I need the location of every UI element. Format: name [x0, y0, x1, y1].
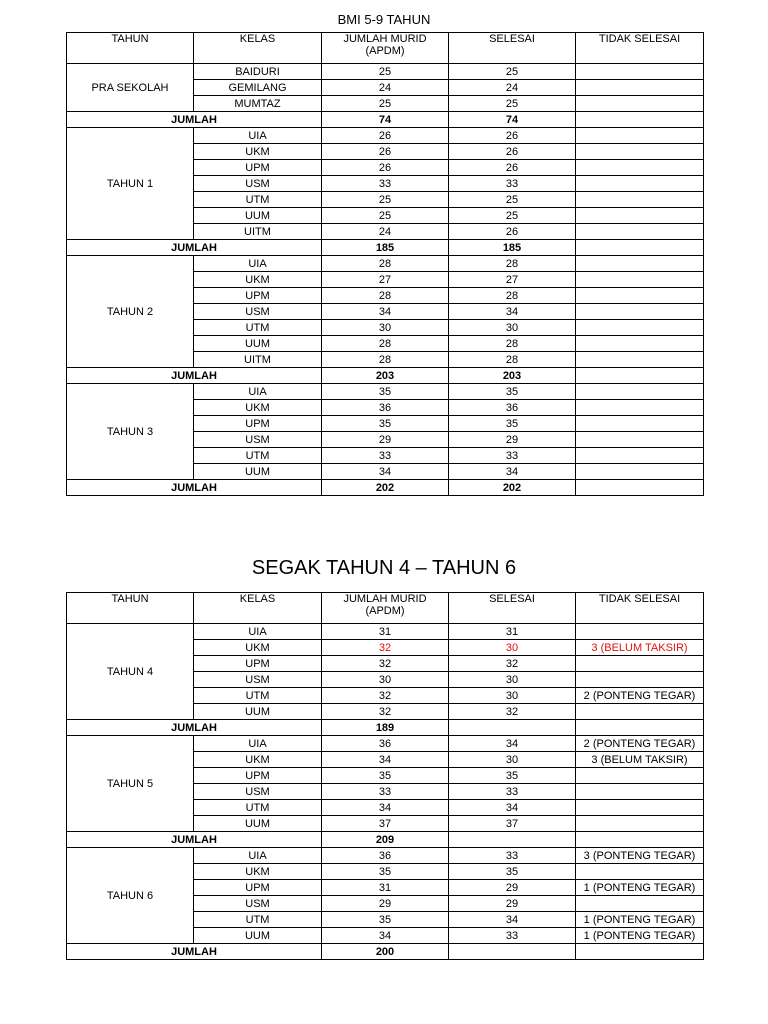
tidak-selesai-cell [576, 80, 704, 96]
jumlah-murid-cell: 33 [322, 176, 449, 192]
kelas-cell: UTM [194, 912, 322, 928]
total-jumlah-cell: 74 [322, 112, 449, 128]
kelas-cell: UKM [194, 864, 322, 880]
jumlah-murid-cell: 24 [322, 224, 449, 240]
jumlah-murid-cell: 26 [322, 160, 449, 176]
table-row [67, 848, 704, 864]
kelas-cell: UUM [194, 928, 322, 944]
selesai-cell: 25 [449, 208, 576, 224]
kelas-cell: UPM [194, 768, 322, 784]
selesai-cell: 25 [449, 64, 576, 80]
selesai-cell: 29 [449, 432, 576, 448]
selesai-cell: 34 [449, 464, 576, 480]
tidak-selesai-cell: 1 (PONTENG TEGAR) [576, 928, 704, 944]
total-tidak-selesai-cell [576, 112, 704, 128]
table-row [67, 128, 704, 144]
tidak-selesai-cell [576, 304, 704, 320]
total-row [67, 720, 704, 736]
tidak-selesai-cell: 3 (PONTENG TEGAR) [576, 848, 704, 864]
jumlah-murid-cell: 36 [322, 400, 449, 416]
kelas-cell: USM [194, 304, 322, 320]
tidak-selesai-cell: 2 (PONTENG TEGAR) [576, 688, 704, 704]
jumlah-murid-cell: 36 [322, 848, 449, 864]
jumlah-murid-cell: 37 [322, 816, 449, 832]
total-selesai-cell [449, 944, 576, 960]
tidak-selesai-cell [576, 256, 704, 272]
tidak-selesai-cell [576, 768, 704, 784]
tidak-selesai-cell [576, 896, 704, 912]
total-selesai-cell: 202 [449, 480, 576, 496]
tidak-selesai-cell [576, 320, 704, 336]
segak-table [66, 592, 704, 960]
kelas-cell: GEMILANG [194, 80, 322, 96]
tidak-selesai-cell [576, 704, 704, 720]
table-row [67, 736, 704, 752]
tidak-selesai-cell [576, 224, 704, 240]
total-label-cell: JUMLAH [67, 832, 322, 848]
kelas-cell: UPM [194, 416, 322, 432]
kelas-cell: UUM [194, 704, 322, 720]
total-jumlah-cell: 202 [322, 480, 449, 496]
selesai-cell: 32 [449, 704, 576, 720]
kelas-cell: UTM [194, 800, 322, 816]
jumlah-murid-cell: 35 [322, 864, 449, 880]
table-row [67, 256, 704, 272]
jumlah-murid-cell: 29 [322, 432, 449, 448]
tidak-selesai-cell: 1 (PONTENG TEGAR) [576, 912, 704, 928]
total-tidak-selesai-cell [576, 480, 704, 496]
total-tidak-selesai-cell [576, 832, 704, 848]
jumlah-murid-cell: 35 [322, 768, 449, 784]
kelas-cell: UKM [194, 752, 322, 768]
jumlah-murid-cell: 33 [322, 784, 449, 800]
total-row [67, 112, 704, 128]
tahun-cell: TAHUN 3 [67, 384, 194, 480]
kelas-cell: UITM [194, 352, 322, 368]
jumlah-murid-cell: 31 [322, 880, 449, 896]
total-label-cell: JUMLAH [67, 368, 322, 384]
jumlah-murid-cell: 30 [322, 672, 449, 688]
jumlah-murid-cell: 28 [322, 288, 449, 304]
tidak-selesai-cell [576, 128, 704, 144]
column-header: TIDAK SELESAI [576, 593, 704, 624]
jumlah-murid-cell: 29 [322, 896, 449, 912]
selesai-cell: 33 [449, 448, 576, 464]
total-jumlah-cell: 185 [322, 240, 449, 256]
jumlah-murid-cell: 34 [322, 752, 449, 768]
total-jumlah-cell: 203 [322, 368, 449, 384]
kelas-cell: UPM [194, 880, 322, 896]
tidak-selesai-cell [576, 448, 704, 464]
total-label-cell: JUMLAH [67, 480, 322, 496]
selesai-cell: 33 [449, 848, 576, 864]
kelas-cell: UPM [194, 656, 322, 672]
total-label-cell: JUMLAH [67, 944, 322, 960]
tidak-selesai-cell [576, 288, 704, 304]
selesai-cell: 33 [449, 928, 576, 944]
tidak-selesai-cell [576, 64, 704, 80]
tidak-selesai-cell [576, 336, 704, 352]
kelas-cell: UIA [194, 384, 322, 400]
jumlah-murid-cell: 32 [322, 688, 449, 704]
table-row [67, 384, 704, 400]
selesai-cell: 34 [449, 800, 576, 816]
selesai-cell: 27 [449, 272, 576, 288]
jumlah-murid-cell: 24 [322, 80, 449, 96]
segak-section-title: SEGAK TAHUN 4 – TAHUN 6 [251, 557, 517, 579]
selesai-cell: 25 [449, 192, 576, 208]
kelas-cell: UITM [194, 224, 322, 240]
tidak-selesai-cell [576, 96, 704, 112]
kelas-cell: UIA [194, 624, 322, 640]
kelas-cell: UTM [194, 688, 322, 704]
kelas-cell: UKM [194, 272, 322, 288]
jumlah-murid-cell: 26 [322, 144, 449, 160]
selesai-cell: 30 [449, 752, 576, 768]
column-header: JUMLAH MURID (APDM) [322, 593, 449, 624]
total-row [67, 480, 704, 496]
jumlah-murid-cell: 35 [322, 384, 449, 400]
tidak-selesai-cell [576, 352, 704, 368]
kelas-cell: UPM [194, 288, 322, 304]
tidak-selesai-cell [576, 464, 704, 480]
total-selesai-cell [449, 720, 576, 736]
tidak-selesai-cell: 3 (BELUM TAKSIR) [576, 640, 704, 656]
selesai-cell: 35 [449, 416, 576, 432]
bmi-table [66, 32, 704, 496]
jumlah-murid-cell: 35 [322, 416, 449, 432]
kelas-cell: UPM [194, 160, 322, 176]
kelas-cell: UKM [194, 144, 322, 160]
selesai-cell: 28 [449, 336, 576, 352]
tahun-cell: PRA SEKOLAH [67, 64, 194, 112]
tidak-selesai-cell [576, 160, 704, 176]
selesai-cell: 36 [449, 400, 576, 416]
kelas-cell: UTM [194, 320, 322, 336]
kelas-cell: UIA [194, 256, 322, 272]
total-label-cell: JUMLAH [67, 720, 322, 736]
total-jumlah-cell: 189 [322, 720, 449, 736]
jumlah-murid-cell: 27 [322, 272, 449, 288]
selesai-cell: 35 [449, 768, 576, 784]
selesai-cell: 26 [449, 128, 576, 144]
tidak-selesai-cell [576, 656, 704, 672]
tidak-selesai-cell [576, 400, 704, 416]
total-tidak-selesai-cell [576, 240, 704, 256]
jumlah-murid-cell: 34 [322, 464, 449, 480]
total-selesai-cell [449, 832, 576, 848]
kelas-cell: USM [194, 896, 322, 912]
tidak-selesai-cell [576, 624, 704, 640]
jumlah-murid-cell: 34 [322, 800, 449, 816]
jumlah-murid-cell: 33 [322, 448, 449, 464]
selesai-cell: 30 [449, 672, 576, 688]
selesai-cell: 30 [449, 640, 576, 656]
tidak-selesai-cell [576, 144, 704, 160]
jumlah-murid-cell: 28 [322, 256, 449, 272]
kelas-cell: USM [194, 784, 322, 800]
total-selesai-cell: 203 [449, 368, 576, 384]
kelas-cell: UUM [194, 816, 322, 832]
jumlah-murid-cell: 28 [322, 336, 449, 352]
total-tidak-selesai-cell [576, 720, 704, 736]
jumlah-murid-cell: 26 [322, 128, 449, 144]
jumlah-murid-cell: 28 [322, 352, 449, 368]
selesai-cell: 29 [449, 896, 576, 912]
selesai-cell: 35 [449, 864, 576, 880]
kelas-cell: UTM [194, 448, 322, 464]
total-selesai-cell: 74 [449, 112, 576, 128]
tidak-selesai-cell [576, 176, 704, 192]
kelas-cell: MUMTAZ [194, 96, 322, 112]
total-jumlah-cell: 200 [322, 944, 449, 960]
total-selesai-cell: 185 [449, 240, 576, 256]
jumlah-murid-cell: 25 [322, 192, 449, 208]
kelas-cell: UIA [194, 736, 322, 752]
jumlah-murid-cell: 30 [322, 320, 449, 336]
kelas-cell: UUM [194, 208, 322, 224]
table-row [67, 64, 704, 80]
kelas-cell: BAIDURI [194, 64, 322, 80]
column-header: SELESAI [449, 33, 576, 64]
jumlah-murid-cell: 32 [322, 704, 449, 720]
tidak-selesai-cell [576, 672, 704, 688]
selesai-cell: 33 [449, 784, 576, 800]
kelas-cell: UTM [194, 192, 322, 208]
selesai-cell: 34 [449, 912, 576, 928]
column-header: SELESAI [449, 593, 576, 624]
selesai-cell: 33 [449, 176, 576, 192]
selesai-cell: 32 [449, 656, 576, 672]
bmi-section-title: BMI 5-9 TAHUN [337, 12, 431, 27]
selesai-cell: 37 [449, 816, 576, 832]
kelas-cell: UKM [194, 640, 322, 656]
total-tidak-selesai-cell [576, 944, 704, 960]
tahun-cell: TAHUN 1 [67, 128, 194, 240]
tidak-selesai-cell: 1 (PONTENG TEGAR) [576, 880, 704, 896]
tahun-cell: TAHUN 5 [67, 736, 194, 832]
selesai-cell: 28 [449, 352, 576, 368]
selesai-cell: 26 [449, 160, 576, 176]
total-row [67, 944, 704, 960]
selesai-cell: 24 [449, 80, 576, 96]
selesai-cell: 35 [449, 384, 576, 400]
column-header: TIDAK SELESAI [576, 33, 704, 64]
tidak-selesai-cell [576, 432, 704, 448]
tidak-selesai-cell [576, 416, 704, 432]
tidak-selesai-cell [576, 816, 704, 832]
column-header: TAHUN [67, 593, 194, 624]
kelas-cell: USM [194, 432, 322, 448]
tahun-cell: TAHUN 6 [67, 848, 194, 944]
tidak-selesai-cell [576, 864, 704, 880]
jumlah-murid-cell: 34 [322, 928, 449, 944]
tidak-selesai-cell [576, 384, 704, 400]
selesai-cell: 30 [449, 688, 576, 704]
selesai-cell: 25 [449, 96, 576, 112]
jumlah-murid-cell: 31 [322, 624, 449, 640]
column-header: JUMLAH MURID (APDM) [322, 33, 449, 64]
jumlah-murid-cell: 25 [322, 208, 449, 224]
total-label-cell: JUMLAH [67, 240, 322, 256]
kelas-cell: UIA [194, 128, 322, 144]
total-label-cell: JUMLAH [67, 112, 322, 128]
tidak-selesai-cell [576, 784, 704, 800]
column-header: TAHUN [67, 33, 194, 64]
selesai-cell: 34 [449, 736, 576, 752]
tidak-selesai-cell [576, 272, 704, 288]
table-row [67, 624, 704, 640]
selesai-cell: 28 [449, 256, 576, 272]
kelas-cell: UUM [194, 464, 322, 480]
selesai-cell: 26 [449, 144, 576, 160]
selesai-cell: 29 [449, 880, 576, 896]
jumlah-murid-cell: 32 [322, 640, 449, 656]
column-header: KELAS [194, 593, 322, 624]
tahun-cell: TAHUN 2 [67, 256, 194, 368]
jumlah-murid-cell: 34 [322, 304, 449, 320]
selesai-cell: 28 [449, 288, 576, 304]
header-row [67, 593, 704, 624]
kelas-cell: USM [194, 176, 322, 192]
tidak-selesai-cell [576, 192, 704, 208]
kelas-cell: UUM [194, 336, 322, 352]
total-jumlah-cell: 209 [322, 832, 449, 848]
tidak-selesai-cell [576, 208, 704, 224]
jumlah-murid-cell: 25 [322, 96, 449, 112]
total-tidak-selesai-cell [576, 368, 704, 384]
kelas-cell: USM [194, 672, 322, 688]
jumlah-murid-cell: 25 [322, 64, 449, 80]
jumlah-murid-cell: 32 [322, 656, 449, 672]
jumlah-murid-cell: 35 [322, 912, 449, 928]
jumlah-murid-cell: 36 [322, 736, 449, 752]
selesai-cell: 34 [449, 304, 576, 320]
total-row [67, 240, 704, 256]
kelas-cell: UKM [194, 400, 322, 416]
tidak-selesai-cell [576, 800, 704, 816]
selesai-cell: 30 [449, 320, 576, 336]
total-row [67, 368, 704, 384]
tidak-selesai-cell: 3 (BELUM TAKSIR) [576, 752, 704, 768]
selesai-cell: 31 [449, 624, 576, 640]
tahun-cell: TAHUN 4 [67, 624, 194, 720]
selesai-cell: 26 [449, 224, 576, 240]
tidak-selesai-cell: 2 (PONTENG TEGAR) [576, 736, 704, 752]
total-row [67, 832, 704, 848]
kelas-cell: UIA [194, 848, 322, 864]
header-row [67, 33, 704, 64]
column-header: KELAS [194, 33, 322, 64]
